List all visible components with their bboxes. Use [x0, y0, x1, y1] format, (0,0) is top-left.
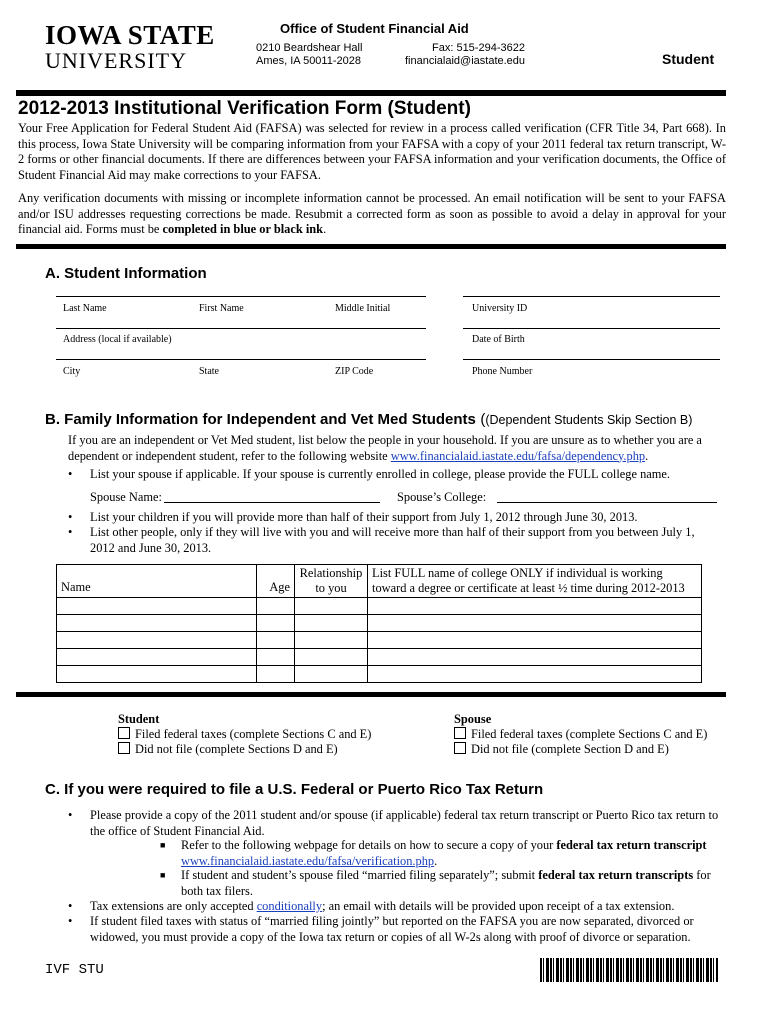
- field-line: [56, 359, 426, 360]
- col-college: List FULL name of college ONLY if individual is working toward a degree or certificate at least ½ time during 2012-2013: [368, 565, 702, 598]
- address-line-2: Ames, IA 50011-2028: [256, 55, 361, 67]
- office-name: Office of Student Financial Aid: [280, 21, 469, 36]
- form-audience-tag: Student: [662, 51, 715, 67]
- logo-line-2: UNIVERSITY: [45, 48, 187, 73]
- form-title: 2012-2013 Institutional Verification Form (Student): [18, 98, 471, 119]
- section-b-heading: B. Family Information for Independent and Vet Med Students ((Dependent Students Skip Section B): [45, 411, 693, 428]
- form-code: IVF STU: [45, 962, 104, 978]
- table-header: [57, 565, 702, 598]
- table-row[interactable]: [57, 666, 702, 683]
- checkbox[interactable]: [454, 742, 466, 754]
- field-line: [56, 296, 426, 297]
- fax-number: Fax: 515-294-3622: [432, 42, 525, 54]
- separate-filing-instruction: If student and student’s spouse filed “married filing separately”; submit federal tax return transcripts for both tax filers.: [181, 868, 711, 898]
- field-line: [463, 359, 720, 360]
- table-row[interactable]: [57, 615, 702, 632]
- university-id-label: University ID: [472, 303, 528, 314]
- checkbox[interactable]: [118, 727, 130, 739]
- square-bullet-icon: ■: [160, 840, 166, 850]
- phone-label: Phone Number: [472, 366, 533, 377]
- section-a-heading: A. Student Information: [45, 265, 207, 282]
- address-line-1: 0210 Beardshear Hall: [256, 42, 363, 54]
- table-row[interactable]: [57, 598, 702, 615]
- section-divider: [16, 244, 726, 249]
- dob-label: Date of Birth: [472, 334, 525, 345]
- barcode: [540, 958, 718, 982]
- square-bullet-icon: ■: [160, 870, 166, 880]
- office-email: financialaid@iastate.edu: [405, 55, 526, 67]
- state-label: State: [199, 366, 219, 377]
- bullet-icon: •: [68, 525, 73, 539]
- spouse-college-label: Spouse’s College:: [397, 490, 487, 504]
- tax-return-instruction: Please provide a copy of the 2011 student and/or spouse (if applicable) federal tax return transcript or Puerto Rico tax return to the office of Student Financial Aid.: [90, 808, 719, 838]
- last-name-label: Last Name: [63, 303, 107, 314]
- middle-initial-label: Middle Initial: [335, 303, 391, 314]
- section-b-intro: If you are an independent or Vet Med student, list below the people in your household. If you are unsure as to whether you are a dependent or independent student, refer to the following website www.financialaid.iastate.edu/fafsa/dependency.php.: [68, 433, 702, 463]
- spouse-instruction: List your spouse if applicable. If your spouse is currently enrolled in college, please provide the FULL college name.: [90, 467, 671, 481]
- header-divider: [16, 90, 726, 96]
- intro-paragraph-2: Any verification documents with missing or incomplete information cannot be processed. An email notification will be sent to your FAFSA and/or ISU addresses requesting corrections be made. Resubmit a corrected form as soon as possible to avoid a delay in approval for your financial aid. Forms must be completed in blue or black ink.: [18, 191, 726, 236]
- city-label: City: [63, 366, 81, 377]
- spouse-not-filed-option[interactable]: Did not file (complete Section D and E): [454, 742, 669, 758]
- col-age: Age: [257, 565, 295, 598]
- field-line: [463, 296, 720, 297]
- married-jointly-note: If student filed taxes with status of “married filing jointly” but reported on the FAFSA you are now separated, divorced or widowed, you must provide a copy of the Iowa tax return or copies of all W-2s along with proof of divorce or separation.: [90, 914, 694, 944]
- checkbox[interactable]: [118, 742, 130, 754]
- bullet-icon: •: [68, 899, 73, 913]
- others-instruction: List other people, only if they will live with you and will receive more than half of their support from you between July 1, 2012 and June 30, 2013.: [90, 525, 695, 555]
- household-table: [56, 564, 702, 683]
- address-label: Address (local if available): [63, 334, 172, 345]
- spouse-filed-option[interactable]: Filed federal taxes (complete Sections C and E): [454, 727, 707, 743]
- zip-label: ZIP Code: [335, 366, 374, 377]
- transcript-instruction: Refer to the following webpage for details on how to secure a copy of your federal tax return transcript www.financialaid.iastate.edu/fafsa/verification.php.: [181, 838, 707, 868]
- spouse-name-line[interactable]: [164, 502, 380, 503]
- intro-paragraph-1: Your Free Application for Federal Student Aid (FAFSA) was selected for review in a process called verification (CFR Title 34, Part 668). In this process, Iowa State University will be comparing information from your FAFSA with a copy of your 2011 federal tax return transcript, W-2 forms or other financial documents. If there are differences between your FAFSA information and your verification documents, the Office of Student Financial Aid may make corrections to your FAFSA.: [18, 121, 726, 182]
- section-divider: [16, 692, 726, 697]
- student-filing-label: Student: [118, 712, 160, 726]
- field-line: [56, 328, 426, 329]
- spouse-college-line[interactable]: [497, 502, 717, 503]
- col-relationship: Relationship to you: [295, 565, 368, 598]
- dependency-link[interactable]: www.financialaid.iastate.edu/fafsa/dependency.php: [390, 448, 646, 463]
- student-filed-option[interactable]: Filed federal taxes (complete Sections C and E): [118, 727, 371, 743]
- table-row[interactable]: [57, 632, 702, 649]
- bullet-icon: •: [68, 914, 73, 928]
- bullet-icon: •: [68, 467, 73, 481]
- first-name-label: First Name: [199, 303, 244, 314]
- section-c-heading: C. If you were required to file a U.S. Federal or Puerto Rico Tax Return: [45, 781, 544, 798]
- student-not-filed-option[interactable]: Did not file (complete Sections D and E): [118, 742, 338, 758]
- field-line: [463, 328, 720, 329]
- logo-line-1: IOWA STATE: [45, 20, 215, 50]
- col-name: Name: [57, 565, 257, 598]
- spouse-name-label: Spouse Name:: [90, 490, 162, 504]
- verification-link[interactable]: www.financialaid.iastate.edu/fafsa/verification.php: [181, 853, 435, 868]
- extension-note: Tax extensions are only accepted conditionally; an email with details will be provided upon receipt of a tax extension.: [90, 899, 675, 913]
- checkbox[interactable]: [454, 727, 466, 739]
- conditionally-link[interactable]: conditionally: [256, 899, 323, 913]
- children-instruction: List your children if you will provide more than half of their support from July 1, 2012 through June 30, 2013.: [90, 510, 638, 524]
- bullet-icon: •: [68, 808, 73, 822]
- table-row[interactable]: [57, 649, 702, 666]
- spouse-filing-label: Spouse: [454, 712, 492, 726]
- bullet-icon: •: [68, 510, 73, 524]
